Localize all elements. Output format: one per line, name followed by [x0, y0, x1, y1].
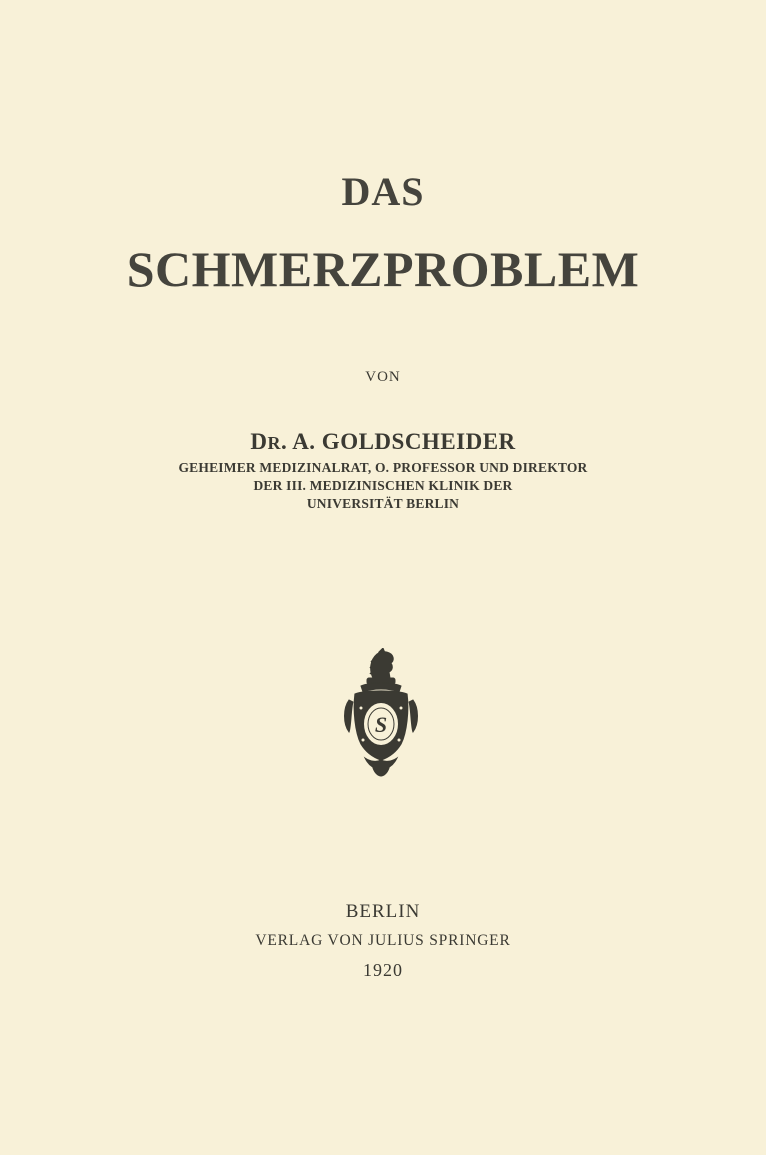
author-full-name: A. GOLDSCHEIDER [292, 429, 516, 454]
title-line-2: SCHMERZPROBLEM [126, 241, 640, 297]
byline: VON [365, 369, 401, 385]
imprint-city: BERLIN [345, 901, 421, 922]
author-prefix-dot: . [280, 429, 293, 454]
author-prefix-r: R [267, 433, 281, 453]
imprint-publisher: VERLAG VON JULIUS SPRINGER [255, 932, 511, 949]
title-line-1: DAS [341, 169, 425, 214]
emblem-letter: S [374, 712, 388, 737]
author-name [0, 428, 766, 457]
affiliation-line-1: GEHEIMER MEDIZINALRAT, O. PROFESSOR UND DIREKTOR [178, 460, 588, 475]
author-prefix-d: D [250, 429, 268, 454]
imprint-year: 1920 [363, 960, 403, 980]
affiliation-line-3: UNIVERSITÄT BERLIN [306, 496, 460, 511]
springer-knight-emblem-icon [339, 648, 423, 778]
affiliation-line-2: DER III. MEDIZINISCHEN KLINIK DER [253, 478, 513, 493]
